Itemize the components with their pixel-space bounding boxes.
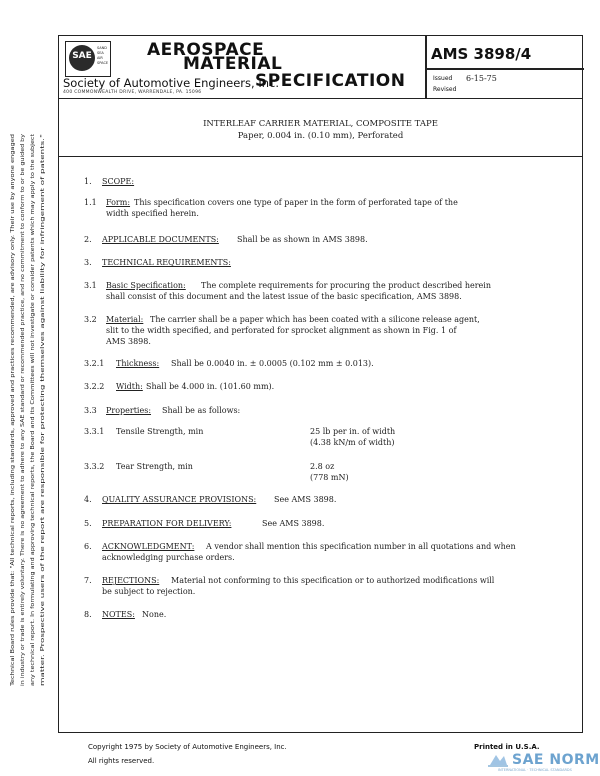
section-heading-rejections: REJECTIONS:	[102, 576, 160, 585]
logo-words	[97, 46, 108, 66]
paragraph-line: Shall be as shown in AMS 3898.	[237, 235, 368, 244]
logo-word: SPACE	[97, 61, 109, 65]
section-label-material: Material:	[106, 315, 144, 324]
section-number: 2.	[84, 235, 92, 244]
property-value: (4.38 kN/m of width)	[310, 438, 395, 447]
side-note-svg	[5, 130, 57, 690]
section-heading-technical-requirements: TECHNICAL REQUIREMENTS:	[102, 258, 231, 267]
section-number: 1.1	[84, 198, 97, 207]
paragraph-line: width specified herein.	[106, 209, 199, 218]
section-heading-notes: NOTES:	[102, 610, 135, 619]
paragraph-line: See AMS 3898.	[262, 519, 325, 528]
paragraph-line: slit to the width specified, and perforated for sprocket alignment as shown in Fig. 1 of	[106, 326, 457, 335]
section-number: 4.	[84, 495, 92, 504]
section-label-basic-specification: Basic Specification:	[106, 281, 186, 290]
paragraph-line: Material not conforming to this specification or to authorized modifications will	[171, 576, 495, 585]
section-number: 3.3.1	[84, 427, 105, 436]
doc-subtitle: Paper, 0.004 in. (0.10 mm), Perforated	[237, 131, 404, 141]
paragraph-line: This specification covers one type of paper in the form of perforated tape of the	[134, 198, 458, 207]
property-value: 25 lb per in. of width	[310, 427, 396, 436]
section-number: 6.	[84, 542, 92, 551]
logo-word: AIR	[97, 56, 103, 60]
paragraph-line: shall consist of this document and the latest issue of the basic specification, AMS 3898.	[106, 292, 462, 301]
printed-in: Printed in U.S.A.	[474, 743, 540, 751]
section-number: 3.2	[84, 315, 97, 324]
section-number: 3.1	[84, 281, 97, 290]
property-value: 2.8 oz	[310, 462, 335, 471]
paragraph-line: Shall be 4.000 in. (101.60 mm).	[146, 382, 275, 391]
section-number: 3.2.1	[84, 359, 105, 368]
logo-word: SEA	[97, 51, 104, 55]
section-heading-applicable-documents: APPLICABLE DOCUMENTS:	[102, 235, 219, 244]
watermark-subtitle: INTERNATIONAL · TECHNICAL STANDARDS	[498, 768, 572, 772]
paragraph-line: AMS 3898.	[106, 337, 151, 346]
title-band	[59, 99, 582, 157]
section-number: 3.3	[84, 406, 97, 415]
watermark-logo-icon	[488, 753, 508, 767]
society-address: 400 COMMONWEALTH DRIVE, WARRENDALE, PA. 15096	[63, 90, 202, 95]
section-number: 1.	[84, 177, 92, 186]
doc-number-divider	[425, 68, 584, 70]
doc-number: AMS 3898/4	[431, 45, 532, 63]
section-heading-preparation-for-delivery: PREPARATION FOR DELIVERY:	[102, 519, 232, 528]
society-name: Society of Automotive Engineers, Inc.	[63, 76, 279, 90]
side-note-line: matter. Prospective users of the report are responsible for protecting themselves against liability for infringement of patents."	[41, 383, 46, 686]
section-number: 7.	[84, 576, 92, 585]
section-number: 3.3.2	[84, 462, 105, 471]
issued-date: 6-15-75	[466, 74, 497, 83]
paragraph-line: The carrier shall be a paper which has been coated with a silicone release agent,	[150, 315, 480, 324]
sae-norm-watermark	[488, 752, 598, 774]
paragraph-line: Shall be 0.0040 in. ± 0.0005 (0.102 mm ± 0.013).	[171, 359, 374, 368]
property-value: (778 mN)	[310, 473, 349, 482]
side-note-line: any technical report. In formulating and approving technical reports, the Board and its Committees will not investigate or consider patents which may apply to the subject	[31, 275, 36, 686]
watermark-brand: SAE NORM	[512, 752, 600, 768]
paragraph-line: See AMS 3898.	[274, 495, 337, 504]
section-number: 8.	[84, 610, 92, 619]
copyright: Copyright 1975 by Society of Automotive Engineers, Inc.	[88, 743, 287, 751]
section-heading-acknowledgment: ACKNOWLEDGMENT:	[102, 542, 195, 551]
issued-label: Issued	[433, 75, 453, 82]
property-name: Tear Strength, min	[116, 462, 193, 471]
section-heading-scope: SCOPE:	[102, 177, 135, 186]
section-number: 3.2.2	[84, 382, 105, 391]
side-note-line: in industry or trade is entirely voluntary. There is no agreement to adhere to any SAE standard or recommended practice, and no commitment to conform to or be guided by	[21, 269, 26, 686]
section-heading-quality-assurance: QUALITY ASSURANCE PROVISIONS:	[102, 495, 257, 504]
sae-logo	[65, 41, 111, 77]
paragraph-line: be subject to rejection.	[102, 587, 196, 596]
section-label-width: Width:	[116, 382, 143, 391]
doc-title: INTERLEAF CARRIER MATERIAL, COMPOSITE TAPE	[203, 119, 438, 129]
section-label-thickness: Thickness:	[116, 359, 160, 368]
section-number: 5.	[84, 519, 92, 528]
logo-emblem-icon	[69, 45, 95, 71]
paragraph-line: Shall be as follows:	[162, 406, 241, 415]
section-label-form: Form:	[106, 198, 131, 207]
paragraph-line: acknowledging purchase orders.	[102, 553, 235, 562]
revised-label: Revised	[433, 86, 457, 93]
side-note-line: Technical Board rules provide that: "All technical reports, including standards, approved and practices recommended, are advisory only. Their use by anyone engaged	[11, 286, 16, 686]
property-name: Tensile Strength, min	[116, 427, 204, 436]
section-number: 3.	[84, 258, 92, 267]
paragraph-line: A vendor shall mention this specification number in all quotations and when	[206, 542, 516, 551]
logo-text: SAE	[72, 51, 92, 61]
header-title-line1: AEROSPACE	[147, 40, 265, 60]
paragraph-line: None.	[142, 610, 167, 619]
side-legal-note	[5, 130, 57, 690]
rights-reserved: All rights reserved.	[88, 757, 155, 765]
logo-word: SAND	[97, 46, 107, 50]
paragraph-line: The complete requirements for procuring the product described herein	[201, 281, 491, 290]
section-label-properties: Properties:	[106, 406, 152, 415]
header-title-line3: SPECIFICATION	[255, 71, 406, 91]
header-title-line2: MATERIAL	[183, 54, 283, 74]
header	[59, 36, 582, 99]
